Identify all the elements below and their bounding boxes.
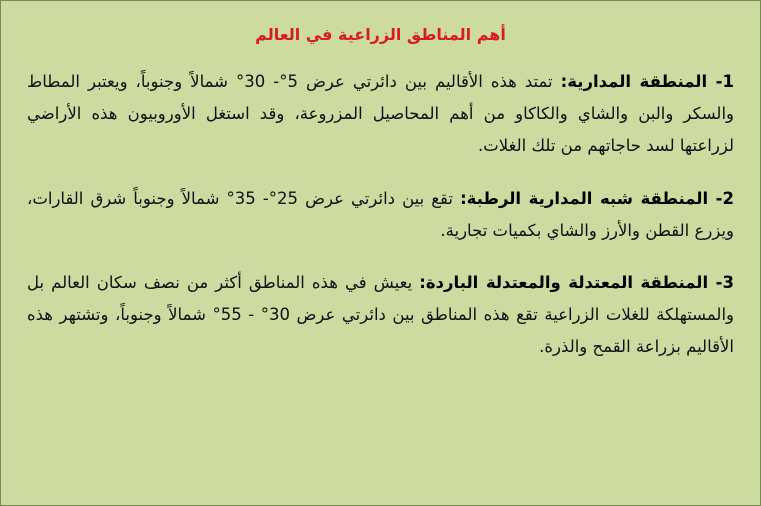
paragraph-lead-label: 2- المنطقة شبه المدارية الرطبة:	[460, 188, 735, 208]
paragraph-lead-label: 1- المنطقة المدارية:	[560, 72, 734, 91]
paragraph-humid-subtropical-zone	[27, 183, 734, 247]
paragraph-body-text: تقع بين دائرتي عرض 25°- 35° شمالاً وجنوباً شرق القارات، ويزرع القطن والأرز والشاي بكميات تجارية.	[27, 188, 734, 240]
paragraph-temperate-cold-zone	[27, 267, 734, 364]
document-page	[1, 1, 760, 505]
paragraph-lead-label: 3- المنطقة المعتدلة والمعتدلة الباردة:	[419, 272, 734, 292]
paragraph-body-text: تمتد هذه الأقاليم بين دائرتي عرض 5°- 30° شمالاً وجنوباً، ويعتبر المطاط والسكر والبن والشاي والكاكاو من أهم المحاصيل المزروعة، وقد استغل الأوروبيون هذه الأراضي لزراعتها لسد حاجاتهم من تلك الغلات.	[27, 72, 734, 156]
page-title: أهم المناطق الزراعية في العالم	[255, 25, 506, 44]
paragraph-body-text: يعيش في هذه المناطق أكثر من نصف سكان العالم بل والمستهلكة للغلات الزراعية تقع هذه المناطق بين دائرتي عرض 30° - 55° شمالاً وجنوباً، وتشتهر هذه الأقاليم بزراعة القمح والذرة.	[27, 272, 735, 357]
paragraph-tropical-zone	[27, 66, 734, 163]
